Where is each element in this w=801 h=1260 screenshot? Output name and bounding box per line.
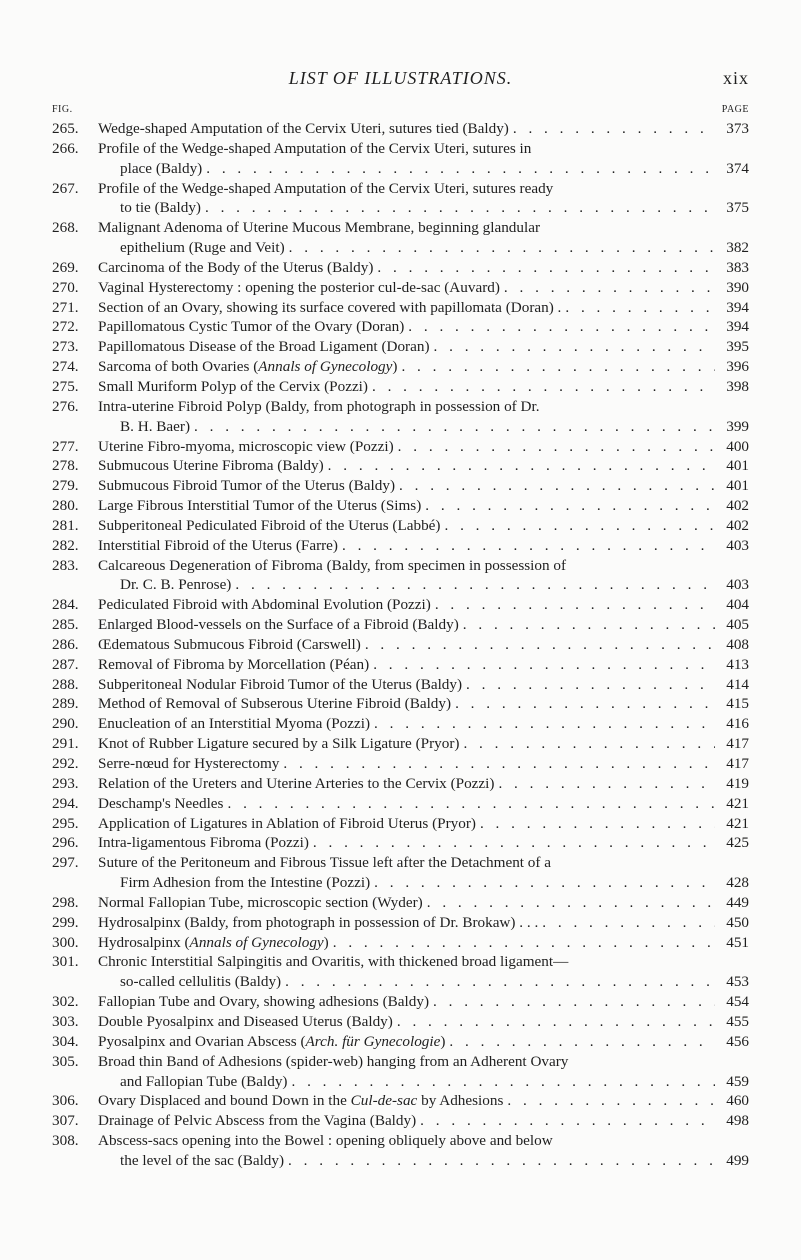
caption-line: so-called cellulitis (Baldy): [120, 973, 282, 991]
page-number: 401: [726, 457, 749, 475]
list-item: [52, 655, 749, 675]
caption-line: [98, 357, 397, 377]
leader-dots: [291, 1072, 715, 1092]
list-item: [52, 774, 749, 794]
entry-caption: [98, 675, 749, 695]
leader-dots: [374, 873, 715, 893]
caption-line: Suture of the Peritoneum and Fibrous Tissue left after the Detachment of a: [98, 854, 551, 872]
caption-line: the level of the sac (Baldy): [120, 1151, 285, 1169]
list-item: [52, 119, 749, 139]
leader-dots: [342, 536, 715, 556]
page-number: 373: [726, 120, 749, 137]
page-number: 390: [726, 278, 749, 296]
caption-line: to tie (Baldy): [120, 199, 201, 217]
list-item: [52, 853, 749, 893]
figure-number: 266.: [52, 139, 79, 157]
list-item: [52, 635, 749, 655]
page-number: 428: [726, 874, 749, 892]
leader-dots: [498, 774, 715, 794]
caption-line: Profile of the Wedge-shaped Amputation of the Cervix Uteri, sutures ready: [98, 179, 554, 197]
page-number: 449: [726, 893, 749, 911]
list-item: [52, 833, 749, 853]
figure-number: 278.: [52, 457, 79, 475]
page-number: 404: [726, 596, 749, 614]
caption-line: Pediculated Fibroid with Abdominal Evolution (Pozzi): [98, 596, 431, 614]
list-item: [52, 933, 749, 953]
list-item: [52, 814, 749, 834]
entry-caption: [98, 734, 749, 754]
figure-number: 307.: [52, 1112, 79, 1130]
figure-number: 293.: [52, 774, 79, 792]
entry-caption: [98, 397, 749, 437]
caption-line: Firm Adhesion from the Intestine (Pozzi): [120, 874, 371, 892]
list-item: [52, 337, 749, 357]
entry-caption: [98, 1052, 749, 1092]
caption-line: B. H. Baer): [120, 417, 191, 435]
leader-dots: [372, 377, 715, 397]
leader-dots: [434, 337, 715, 357]
list-item: [52, 536, 749, 556]
entry-caption: [98, 456, 749, 476]
caption-line: Interstitial Fibroid of the Uterus (Farre): [98, 536, 338, 554]
page-number: 455: [726, 1012, 749, 1030]
entry-caption: [98, 437, 749, 457]
figure-number: 275.: [52, 377, 79, 395]
list-item: [52, 179, 749, 219]
page-column-label: PAGE: [721, 104, 749, 115]
caption-line: Wedge-shaped Amputation of the Cervix Uteri, sutures tied (Baldy): [98, 120, 509, 137]
page-number: 498: [726, 1112, 749, 1130]
page-number: 415: [726, 695, 749, 713]
column-headings: [52, 104, 749, 116]
source-title: Arch. für Gynecologie: [305, 1032, 441, 1050]
entry-caption: [98, 476, 749, 496]
figure-number: 294.: [52, 794, 79, 812]
leader-dots: [463, 734, 715, 754]
list-item: [52, 476, 749, 496]
leader-dots: [399, 476, 715, 496]
page-folio: xix: [722, 68, 749, 88]
figure-number: 303.: [52, 1012, 79, 1030]
figure-number: 305.: [52, 1052, 79, 1070]
caption-line: Deschamp's Needles: [98, 794, 224, 812]
figure-number: 304.: [52, 1032, 79, 1050]
leader-dots: [313, 833, 715, 853]
page-number: 416: [726, 715, 749, 733]
leader-dots: [427, 893, 715, 913]
list-item: [52, 496, 749, 516]
source-title: Annals of Gynecology: [189, 933, 324, 951]
leader-dots: [377, 258, 715, 278]
list-item: [52, 893, 749, 913]
leader-dots: [283, 754, 715, 774]
entry-caption: [98, 833, 749, 853]
list-item: [52, 913, 749, 933]
page-number: 417: [726, 755, 749, 772]
entry-caption: [98, 814, 749, 834]
leader-dots: [401, 357, 715, 377]
figure-number: 296.: [52, 834, 79, 852]
page-number: 421: [726, 814, 749, 832]
figure-number: 299.: [52, 913, 79, 931]
leader-dots: [542, 913, 715, 933]
entry-caption: [98, 952, 749, 992]
caption-line: Dr. C. B. Penrose): [120, 576, 232, 594]
page-number: 374: [726, 159, 749, 177]
figure-number: 282.: [52, 536, 79, 554]
caption-line: Profile of the Wedge-shaped Amputation of the Cervix Uteri, sutures in: [98, 139, 532, 157]
figure-number: 292.: [52, 755, 79, 772]
leader-dots: [289, 238, 715, 258]
list-item: [52, 794, 749, 814]
entry-caption: [98, 992, 749, 1012]
figure-number: 298.: [52, 893, 79, 911]
caption-line: Removal of Fibroma by Morcellation (Péan): [98, 655, 370, 673]
figure-number: 284.: [52, 596, 79, 614]
caption-line: Papillomatous Cystic Tumor of the Ovary (Doran): [98, 318, 405, 336]
caption-line: [98, 1032, 445, 1052]
caption-line: and Fallopian Tube (Baldy): [120, 1072, 288, 1090]
figure-number: 267.: [52, 179, 79, 197]
caption-line: Method of Removal of Subserous Uterine Fibroid (Baldy): [98, 695, 452, 713]
caption-line: Intra-uterine Fibroid Polyp (Baldy, from photograph in possession of Dr.: [98, 397, 540, 415]
entry-caption: [98, 1131, 749, 1171]
entry-caption: [98, 298, 749, 318]
caption-line: Hydrosalpinx (Baldy, from photograph in possession of Dr. Brokaw) . . .: [98, 913, 539, 931]
entry-caption: [98, 635, 749, 655]
caption-line: Submucous Fibroid Tumor of the Uterus (Baldy): [98, 477, 396, 495]
entry-caption: [98, 337, 749, 357]
figure-number: 286.: [52, 635, 79, 653]
caption-line: Vaginal Hysterectomy : opening the posterior cul-de-sac (Auvard): [98, 278, 500, 296]
page-number: 417: [726, 735, 749, 753]
caption-line: Enlarged Blood-vessels on the Surface of a Fibroid (Baldy): [98, 616, 459, 634]
list-item: [52, 694, 749, 714]
caption-line: Normal Fallopian Tube, microscopic section (Wyder): [98, 893, 423, 911]
caption-line: Œdematous Submucous Fibroid (Carswell): [98, 635, 361, 653]
leader-dots: [513, 119, 715, 139]
list-item: [52, 317, 749, 337]
entry-caption: [98, 536, 749, 556]
leader-dots: [466, 675, 715, 695]
list-item: [52, 298, 749, 318]
caption-line: Subperitoneal Pediculated Fibroid of the Uterus (Labbé): [98, 516, 441, 534]
figure-number: 306.: [52, 1092, 79, 1110]
entry-caption: [98, 714, 749, 734]
page-number: 400: [726, 437, 749, 455]
leader-dots: [288, 1151, 715, 1171]
entry-caption: [98, 516, 749, 536]
caption-line: Intra-ligamentous Fibroma (Pozzi): [98, 834, 309, 852]
entry-caption: [98, 377, 749, 397]
entry-caption: [98, 1012, 749, 1032]
entry-caption: [98, 694, 749, 714]
caption-line: Serre-nœud for Hysterectomy: [98, 755, 280, 772]
list-item: [52, 258, 749, 278]
list-item: [52, 456, 749, 476]
entry-caption: [98, 853, 749, 893]
leader-dots: [455, 694, 715, 714]
list-item: [52, 714, 749, 734]
leader-dots: [328, 456, 715, 476]
leader-dots: [504, 278, 715, 298]
list-item: [52, 437, 749, 457]
leader-dots: [449, 1032, 715, 1052]
caption-line: Relation of the Ureters and Uterine Arteries to the Cervix (Pozzi): [98, 774, 495, 792]
caption-line: place (Baldy): [120, 159, 203, 177]
figure-number: 290.: [52, 715, 79, 733]
list-item: [52, 218, 749, 258]
page-number: 382: [726, 239, 749, 257]
leader-dots: [420, 1111, 715, 1131]
list-item: [52, 734, 749, 754]
list-item: [52, 139, 749, 179]
entry-caption: [98, 913, 749, 933]
caption-text: Sarcoma of both Ovaries (: [98, 358, 259, 376]
source-title: Annals of Gynecology: [258, 358, 393, 376]
leader-dots: [444, 516, 715, 536]
caption-text: Hydrosalpinx (: [98, 933, 190, 951]
caption-line: Knot of Rubber Ligature secured by a Silk Ligature (Pryor): [98, 735, 460, 753]
page-number: 398: [726, 377, 749, 395]
page-number: 394: [726, 298, 749, 316]
caption-line: Submucous Uterine Fibroma (Baldy): [98, 457, 324, 475]
caption-text: by Adhesions: [417, 1092, 504, 1110]
caption-line: Enucleation of an Interstitial Myoma (Pozzi): [98, 715, 371, 733]
caption-line: Abscess-sacs opening into the Bowel : opening obliquely above and below: [98, 1132, 553, 1150]
list-item: [52, 952, 749, 992]
entry-caption: [98, 1091, 749, 1111]
caption-line: Uterine Fibro-myoma, microscopic view (Pozzi): [98, 437, 394, 455]
list-item: [52, 615, 749, 635]
leader-dots: [206, 159, 715, 179]
leader-dots: [425, 496, 715, 516]
page-number: 453: [726, 973, 749, 991]
leader-dots: [365, 635, 715, 655]
page-number: 402: [726, 516, 749, 534]
caption-text: ): [323, 933, 329, 951]
caption-line: epithelium (Ruge and Veit): [120, 239, 285, 257]
figure-number: 279.: [52, 477, 79, 495]
list-item: [52, 1052, 749, 1092]
figure-number: 265.: [52, 120, 79, 137]
caption-line: Double Pyosalpinx and Diseased Uterus (Baldy): [98, 1012, 393, 1030]
figure-number: 283.: [52, 556, 79, 574]
entry-caption: [98, 258, 749, 278]
page-number: 450: [726, 913, 749, 931]
page-number: 405: [726, 616, 749, 634]
figure-number: 280.: [52, 497, 79, 515]
page-number: 459: [726, 1072, 749, 1090]
figure-number: 272.: [52, 318, 79, 336]
page-number: 403: [726, 536, 749, 554]
page-number: 456: [726, 1032, 749, 1050]
entry-caption: [98, 179, 749, 219]
page-number: 413: [726, 655, 749, 673]
list-item: [52, 992, 749, 1012]
caption-line: Malignant Adenoma of Uterine Mucous Membrane, beginning glandular: [98, 219, 541, 237]
leader-dots: [565, 298, 715, 318]
leader-dots: [435, 595, 715, 615]
leader-dots: [227, 794, 715, 814]
figure-number: 308.: [52, 1132, 79, 1150]
page-number: 399: [726, 417, 749, 435]
list-item: [52, 675, 749, 695]
leader-dots: [433, 992, 715, 1012]
fig-column-label: FIG.: [52, 104, 73, 115]
list-item: [52, 1091, 749, 1111]
caption-line: Drainage of Pelvic Abscess from the Vagina (Baldy): [98, 1112, 417, 1130]
caption-line: Papillomatous Disease of the Broad Ligament (Doran): [98, 338, 430, 356]
list-item: [52, 397, 749, 437]
entry-caption: [98, 893, 749, 913]
page-number: 375: [726, 199, 749, 217]
illustration-list: [52, 119, 749, 1171]
caption-line: [98, 933, 329, 953]
caption-line: Broad thin Band of Adhesions (spider-web) hanging from an Adherent Ovary: [98, 1052, 569, 1070]
entry-caption: [98, 556, 749, 596]
entry-caption: [98, 317, 749, 337]
caption-line: Application of Ligatures in Ablation of Fibroid Uterus (Pryor): [98, 814, 476, 832]
leader-dots: [373, 655, 715, 675]
page-number: 414: [726, 675, 749, 693]
leader-dots: [507, 1091, 715, 1111]
list-item: [52, 357, 749, 377]
list-item: [52, 754, 749, 774]
page-number: 401: [726, 477, 749, 495]
list-item: [52, 278, 749, 298]
page-number: 421: [726, 794, 749, 812]
page-number: 460: [726, 1092, 749, 1110]
caption-line: Small Muriform Polyp of the Cervix (Pozzi): [98, 377, 368, 395]
entry-caption: [98, 595, 749, 615]
caption-text: Pyosalpinx and Ovarian Abscess (: [98, 1032, 306, 1050]
figure-number: 295.: [52, 814, 79, 832]
entry-caption: [98, 655, 749, 675]
entry-caption: [98, 496, 749, 516]
figure-number: 271.: [52, 298, 79, 316]
entry-caption: [98, 218, 749, 258]
caption-text: Ovary Displaced and bound Down in the: [98, 1092, 351, 1110]
leader-dots: [398, 437, 715, 457]
leader-dots: [480, 814, 715, 834]
page-number: 408: [726, 635, 749, 653]
list-item: [52, 556, 749, 596]
entry-caption: [98, 1111, 749, 1131]
caption-line: Large Fibrous Interstitial Tumor of the Uterus (Sims): [98, 497, 422, 515]
figure-number: 289.: [52, 695, 79, 713]
entry-caption: [98, 278, 749, 298]
page-header: [0, 68, 801, 90]
page-number: 451: [726, 933, 749, 951]
page-number: 419: [726, 774, 749, 792]
figure-number: 285.: [52, 616, 79, 634]
page-number: 383: [726, 258, 749, 276]
figure-number: 276.: [52, 397, 79, 415]
list-item: [52, 516, 749, 536]
page-number: 402: [726, 497, 749, 515]
page-number: 395: [726, 338, 749, 356]
page-number: 396: [726, 358, 749, 376]
caption-text: ): [392, 358, 398, 376]
caption-line: Fallopian Tube and Ovary, showing adhesions (Baldy): [98, 993, 430, 1011]
figure-number: 273.: [52, 338, 79, 356]
leader-dots: [374, 714, 715, 734]
figure-number: 302.: [52, 993, 79, 1011]
page-number: 425: [726, 834, 749, 852]
leader-dots: [235, 575, 715, 595]
leader-dots: [397, 1012, 715, 1032]
figure-number: 269.: [52, 258, 79, 276]
figure-number: 274.: [52, 358, 79, 376]
entry-caption: [98, 615, 749, 635]
page-number: 394: [726, 318, 749, 336]
figure-number: 291.: [52, 735, 79, 753]
figure-number: 297.: [52, 854, 79, 872]
leader-dots: [205, 198, 715, 218]
figure-number: 301.: [52, 953, 79, 971]
leader-dots: [285, 972, 715, 992]
caption-line: Section of an Ovary, showing its surface covered with papillomata (Doran) .: [98, 298, 562, 316]
entry-caption: [98, 119, 749, 139]
list-item: [52, 1032, 749, 1052]
running-title: LIST OF ILLUSTRATIONS.: [288, 68, 513, 88]
caption-text: ): [440, 1032, 446, 1050]
source-title: Cul-de-sac: [350, 1092, 418, 1110]
caption-line: Carcinoma of the Body of the Uterus (Baldy): [98, 258, 374, 276]
figure-number: 268.: [52, 219, 79, 237]
figure-number: 287.: [52, 655, 79, 673]
leader-dots: [463, 615, 715, 635]
entry-caption: [98, 357, 749, 377]
figure-number: 270.: [52, 278, 79, 296]
figure-number: 288.: [52, 675, 79, 693]
list-item: [52, 595, 749, 615]
list-item: [52, 377, 749, 397]
figure-number: 300.: [52, 933, 79, 951]
entry-caption: [98, 1032, 749, 1052]
entry-caption: [98, 933, 749, 953]
caption-line: Calcareous Degeneration of Fibroma (Baldy, from specimen in possession of: [98, 556, 567, 574]
figure-number: 277.: [52, 437, 79, 455]
list-item: [52, 1012, 749, 1032]
caption-line: [98, 1091, 503, 1111]
page-number: 454: [726, 993, 749, 1011]
entry-caption: [98, 774, 749, 794]
page-number: 403: [726, 576, 749, 594]
caption-line: Subperitoneal Nodular Fibroid Tumor of the Uterus (Baldy): [98, 675, 463, 693]
entry-caption: [98, 754, 749, 774]
caption-line: Chronic Interstitial Salpingitis and Ovaritis, with thickened broad ligament—: [98, 953, 569, 971]
figure-number: 281.: [52, 516, 79, 534]
page-number: 499: [726, 1151, 749, 1169]
entry-caption: [98, 139, 749, 179]
leader-dots: [408, 317, 715, 337]
leader-dots: [333, 933, 715, 953]
list-item: [52, 1111, 749, 1131]
leader-dots: [194, 417, 715, 437]
entry-caption: [98, 794, 749, 814]
list-item: [52, 1131, 749, 1171]
